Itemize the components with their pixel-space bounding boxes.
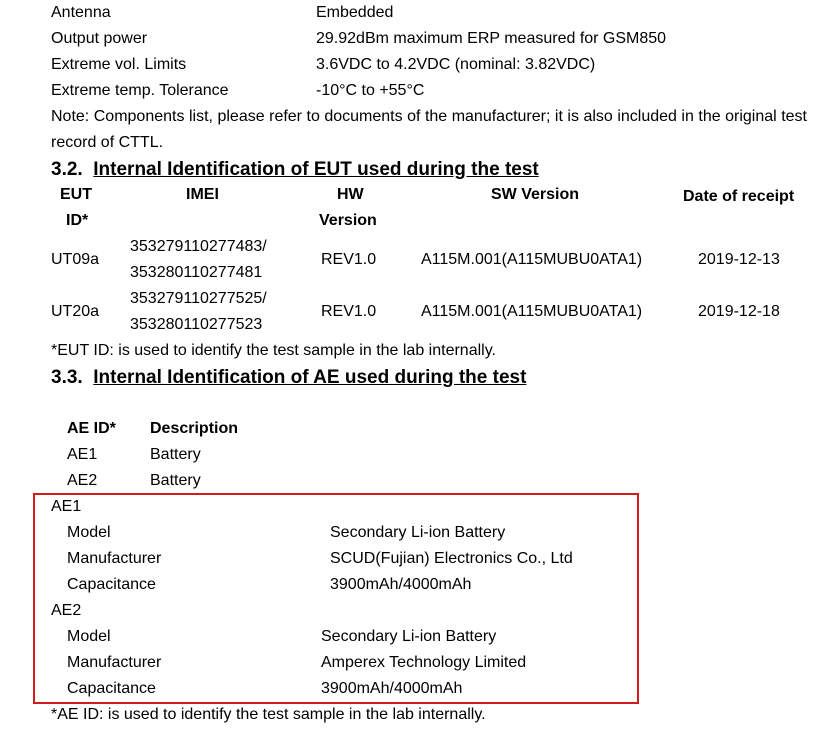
eut-row-2-date: 2019-12-18 <box>698 303 780 320</box>
header-eut-id-line2: ID* <box>66 212 89 229</box>
ae2-capacitance-label: Capacitance <box>67 680 156 697</box>
spec-label-voltage-limits: Extreme vol. Limits <box>51 56 187 73</box>
header-imei: IMEI <box>186 186 219 203</box>
ae-footnote: *AE ID: is used to identify the test sample in the lab internally. <box>51 706 486 723</box>
spec-value-output-power: 29.92dBm maximum ERP measured for GSM850 <box>316 30 667 47</box>
ae1-manufacturer-value: SCUD(Fujian) Electronics Co., Ltd <box>330 550 573 567</box>
eut-row-1-imei-line2: 353280110277481 <box>130 264 263 281</box>
section-3-2-title: Internal Identification of EUT used during the test <box>93 159 539 180</box>
ae2-model-value: Secondary Li-ion Battery <box>321 628 497 645</box>
eut-row-1-hw: REV1.0 <box>321 251 377 268</box>
header-ae-id: AE ID* <box>67 420 116 437</box>
eut-row-1-imei-line1: 353279110277483/ <box>130 238 267 255</box>
ae1-model-label: Model <box>67 524 111 541</box>
header-description: Description <box>150 420 239 437</box>
section-3-2-number: 3.2. <box>51 159 83 180</box>
header-date-of-receipt: Date of receipt <box>683 188 795 205</box>
section-3-3-heading <box>51 366 526 390</box>
ae2-capacitance-value: 3900mAh/4000mAh <box>321 680 463 697</box>
ae1-capacitance-label: Capacitance <box>67 576 156 593</box>
spec-value-temp-tolerance: -10°C to +55°C <box>316 82 425 99</box>
header-hw-line1: HW <box>337 186 364 203</box>
eut-row-2-hw: REV1.0 <box>321 303 377 320</box>
section-3-3-number: 3.3. <box>51 367 83 388</box>
spec-label-output-power: Output power <box>51 30 148 47</box>
ae1-capacitance-value: 3900mAh/4000mAh <box>330 576 472 593</box>
ae2-model-label: Model <box>67 628 111 645</box>
ae2-manufacturer-value: Amperex Technology Limited <box>321 654 527 671</box>
ae2-manufacturer-label: Manufacturer <box>67 654 162 671</box>
eut-row-2-imei-line2: 353280110277523 <box>130 316 263 333</box>
eut-row-1-date: 2019-12-13 <box>698 251 780 268</box>
ae1-manufacturer-label: Manufacturer <box>67 550 162 567</box>
ae1-details-title: AE1 <box>51 498 82 515</box>
header-eut-id-line1: EUT <box>60 186 92 203</box>
eut-row-2-imei-line1: 353279110277525/ <box>130 290 267 307</box>
header-sw-version: SW Version <box>491 186 580 203</box>
eut-row-1-sw: A115M.001(A115MUBU0ATA1) <box>421 251 643 268</box>
header-hw-line2: Version <box>319 212 377 229</box>
eut-row-2-sw: A115M.001(A115MUBU0ATA1) <box>421 303 643 320</box>
ae2-details-title: AE2 <box>51 602 82 619</box>
spec-value-voltage-limits: 3.6VDC to 4.2VDC (nominal: 3.82VDC) <box>316 56 596 73</box>
ae-row-1-description: Battery <box>150 446 201 463</box>
ae-row-1-id: AE1 <box>67 446 98 463</box>
ae1-model-value: Secondary Li-ion Battery <box>330 524 506 541</box>
spec-label-temp-tolerance: Extreme temp. Tolerance <box>51 82 229 99</box>
ae-row-2-id: AE2 <box>67 472 98 489</box>
ae-row-2-description: Battery <box>150 472 201 489</box>
eut-row-2-id: UT20a <box>51 303 100 320</box>
eut-row-1-id: UT09a <box>51 251 100 268</box>
section-3-2-heading <box>51 158 539 182</box>
section-3-3-title: Internal Identification of AE used during the test <box>93 367 527 388</box>
spec-label-antenna: Antenna <box>51 4 111 21</box>
eut-footnote: *EUT ID: is used to identify the test sample in the lab internally. <box>51 342 496 359</box>
spec-value-antenna: Embedded <box>316 4 394 21</box>
components-note: Note: Components list, please refer to documents of the manufacturer; it is also included in the original test record of CTTL. <box>51 108 807 151</box>
